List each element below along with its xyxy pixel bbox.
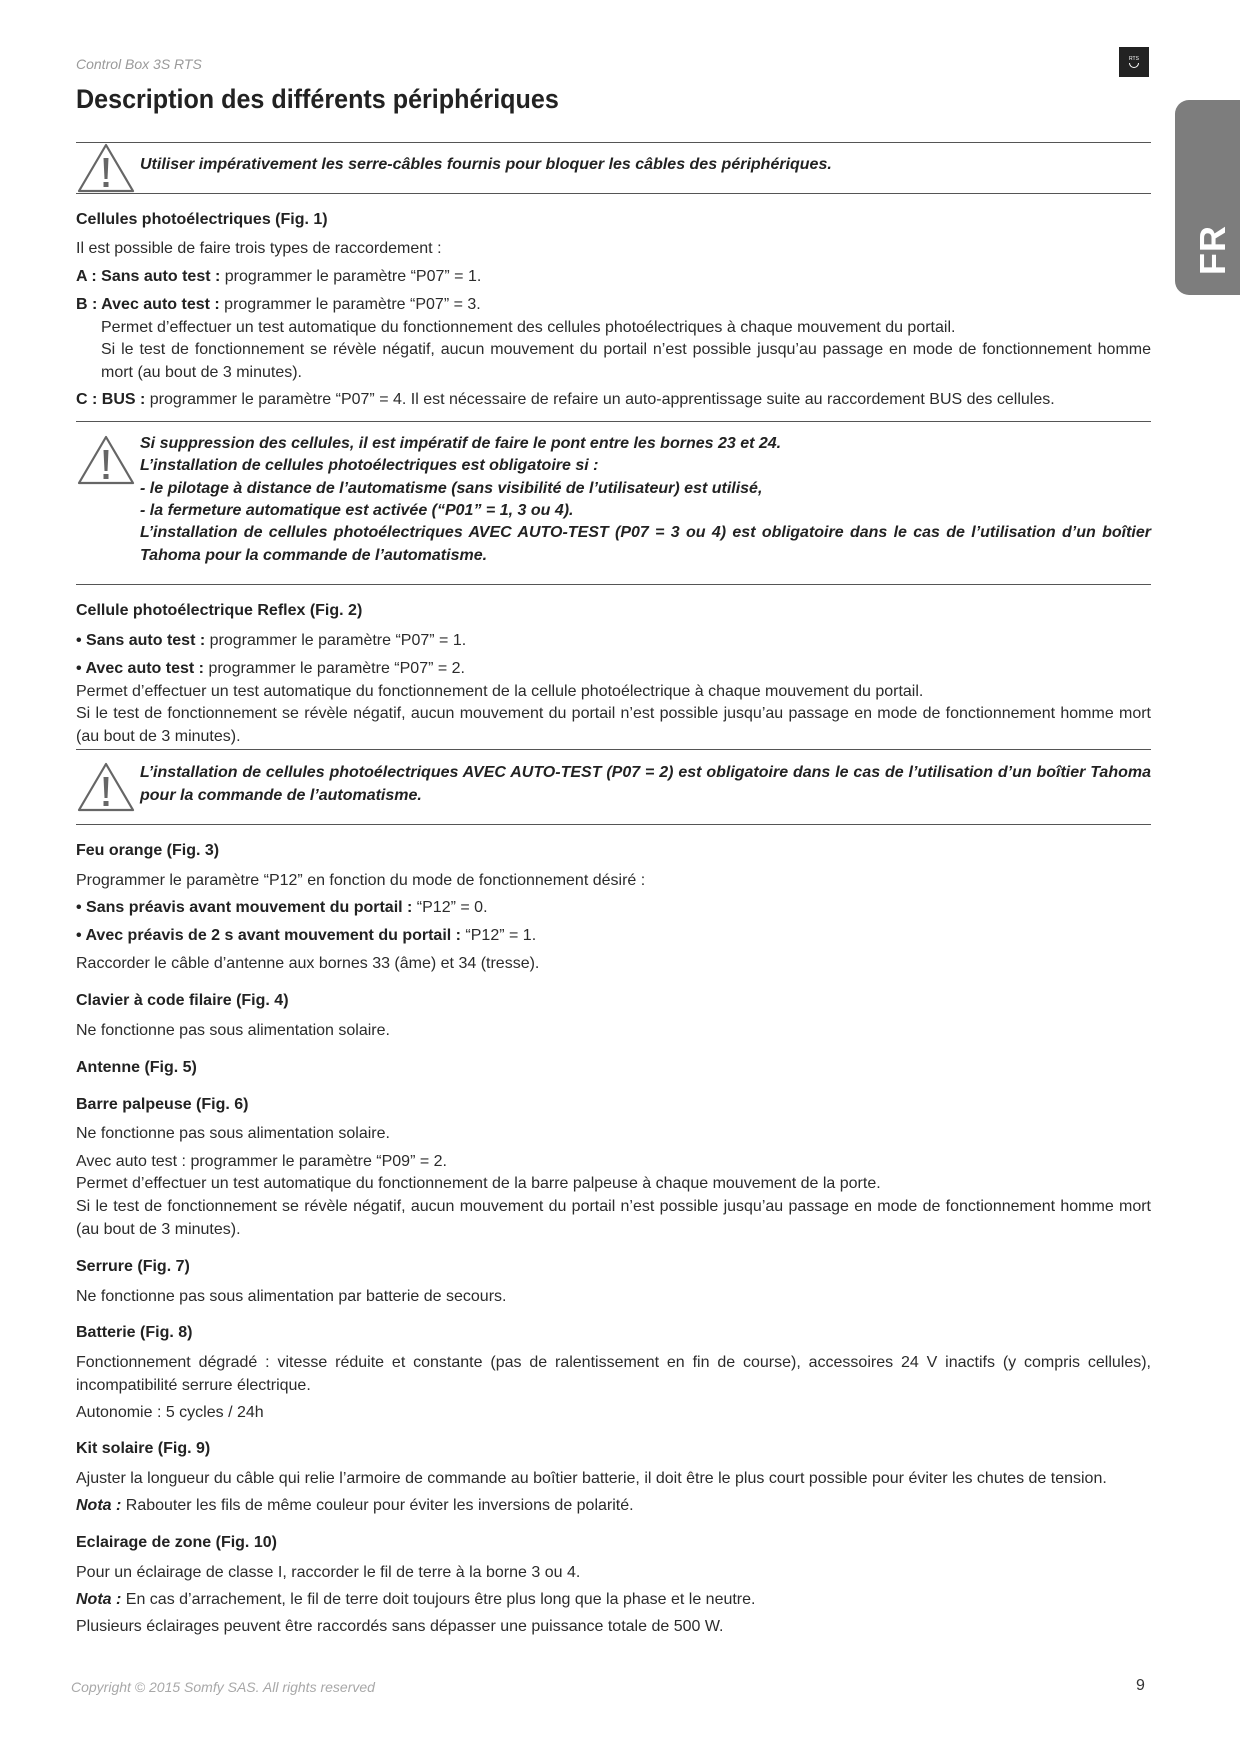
warning-text: - le pilotage à distance de l’automatisme (sans visibilité de l’utilisateur) est utilisé, — [140, 480, 763, 497]
section-title-barre-palpeuse: Barre palpeuse (Fig. 6) — [76, 1096, 249, 1113]
rts-logo-icon: RTS — [1119, 47, 1149, 77]
paragraph: Permet d’effectuer un test automatique du fonctionnement de la barre palpeuse à chaque mouvement de la porte. — [76, 1175, 881, 1192]
warning-text: - la fermeture automatique est activée (“P01” = 1, 3 ou 4). — [140, 502, 574, 519]
paragraph: Programmer le paramètre “P12” en fonction du mode de fonctionnement désiré : — [76, 872, 646, 889]
paragraph: Il est possible de faire trois types de raccordement : — [76, 240, 442, 257]
section-title-eclairage: Eclairage de zone (Fig. 10) — [76, 1534, 277, 1551]
list-item: A : Sans auto test : programmer le paramètre “P07” = 1. — [76, 268, 482, 285]
list-item: C : BUS : programmer le paramètre “P07” = 4. Il est nécessaire de refaire un auto-apprentissage suite au raccordement BUS des cellules. — [76, 391, 1055, 408]
divider — [76, 193, 1151, 194]
list-item: • Avec préavis de 2 s avant mouvement du portail : “P12” = 1. — [76, 927, 537, 944]
section-title-kit-solaire: Kit solaire (Fig. 9) — [76, 1440, 211, 1457]
paragraph: Ne fonctionne pas sous alimentation par batterie de secours. — [76, 1288, 507, 1305]
list-item: • Sans préavis avant mouvement du portail : “P12” = 0. — [76, 899, 488, 916]
section-title-clavier: Clavier à code filaire (Fig. 4) — [76, 992, 289, 1009]
paragraph: Autonomie : 5 cycles / 24h — [76, 1404, 264, 1421]
page-number: 9 — [1136, 1677, 1145, 1694]
warning-text: Utiliser impérativement les serre-câbles fournis pour bloquer les câbles des périphériques. — [140, 156, 832, 173]
paragraph: Ne fonctionne pas sous alimentation solaire. — [76, 1022, 390, 1039]
section-title-reflex: Cellule photoélectrique Reflex (Fig. 2) — [76, 602, 363, 619]
divider — [76, 421, 1151, 422]
section-title-antenne: Antenne (Fig. 5) — [76, 1059, 197, 1076]
paragraph: Fonctionnement dégradé : vitesse réduite et constante (pas de ralentissement en fin de course), accessoires 24 V inactifs (y compris cellules), incompatibilité serrure électrique. — [76, 1354, 1151, 1394]
warning-triangle-icon — [76, 142, 136, 194]
list-item: • Sans auto test : programmer le paramètre “P07” = 1. — [76, 632, 467, 649]
paragraph: Si le test de fonctionnement se révèle négatif, aucun mouvement du portail n’est possible jusqu’au passage en mode de fonctionnement homme mort (au bout de 3 minutes). — [76, 1198, 1151, 1238]
warning-text: L’installation de cellules photoélectriques AVEC AUTO-TEST (P07 = 2) est obligatoire dans le cas de l’utilisation d’un boîtier Tahoma pour la commande de l’automatisme. — [140, 764, 1151, 804]
paragraph: Permet d’effectuer un test automatique du fonctionnement des cellules photoélectriques à chaque mouvement du portail. — [101, 319, 956, 336]
section-title-batterie: Batterie (Fig. 8) — [76, 1324, 193, 1341]
paragraph: Nota : En cas d’arrachement, le fil de terre doit toujours être plus long que la phase et le neutre. — [76, 1591, 756, 1608]
document-title: Control Box 3S RTS — [76, 56, 202, 72]
warning-triangle-icon — [76, 761, 136, 813]
section-title-feu-orange: Feu orange (Fig. 3) — [76, 842, 220, 859]
paragraph: Avec auto test : programmer le paramètre “P09” = 2. — [76, 1153, 447, 1170]
list-item: • Avec auto test : programmer le paramètre “P07” = 2. — [76, 660, 465, 677]
paragraph: Permet d’effectuer un test automatique du fonctionnement de la cellule photoélectrique à chaque mouvement du portail. — [76, 683, 924, 700]
warning-triangle-icon — [76, 434, 136, 486]
paragraph: Ajuster la longueur du câble qui relie l’armoire de commande au boîtier batterie, il doit être le plus court possible pour éviter les chutes de tension. — [76, 1470, 1107, 1487]
warning-text: Si suppression des cellules, il est impératif de faire le pont entre les bornes 23 et 24. — [140, 435, 782, 452]
page-title: Description des différents périphériques — [76, 84, 559, 114]
paragraph: Ne fonctionne pas sous alimentation solaire. — [76, 1125, 390, 1142]
paragraph: Nota : Rabouter les fils de même couleur pour éviter les inversions de polarité. — [76, 1497, 634, 1514]
section-title-cellules: Cellules photoélectriques (Fig. 1) — [76, 211, 328, 228]
paragraph: Si le test de fonctionnement se révèle négatif, aucun mouvement du portail n’est possible jusqu’au passage en mode de fonctionnement homme mort (au bout de 3 minutes). — [76, 705, 1151, 745]
divider — [76, 584, 1151, 585]
warning-text: L’installation de cellules photoélectriques AVEC AUTO-TEST (P07 = 3 ou 4) est obligatoire dans le cas de l’utilisation d’un boîtier Tahoma pour la commande de l’automatisme. — [140, 524, 1151, 564]
warning-text: L’installation de cellules photoélectriques est obligatoire si : — [140, 457, 599, 474]
copyright: Copyright © 2015 Somfy SAS. All rights reserved — [71, 1679, 375, 1695]
divider — [76, 749, 1151, 750]
divider — [76, 824, 1151, 825]
language-tab: FR — [1175, 100, 1240, 295]
paragraph: Plusieurs éclairages peuvent être raccordés sans dépasser une puissance totale de 500 W. — [76, 1618, 724, 1635]
paragraph: Si le test de fonctionnement se révèle négatif, aucun mouvement du portail n’est possible jusqu’au passage en mode de fonctionnement homme mort (au bout de 3 minutes). — [101, 341, 1151, 381]
paragraph: Pour un éclairage de classe I, raccorder le fil de terre à la borne 3 ou 4. — [76, 1564, 581, 1581]
section-title-serrure: Serrure (Fig. 7) — [76, 1258, 190, 1275]
list-item: B : Avec auto test : programmer le paramètre “P07” = 3. — [76, 296, 481, 313]
paragraph: Raccorder le câble d’antenne aux bornes 33 (âme) et 34 (tresse). — [76, 955, 540, 972]
divider — [76, 142, 1151, 143]
